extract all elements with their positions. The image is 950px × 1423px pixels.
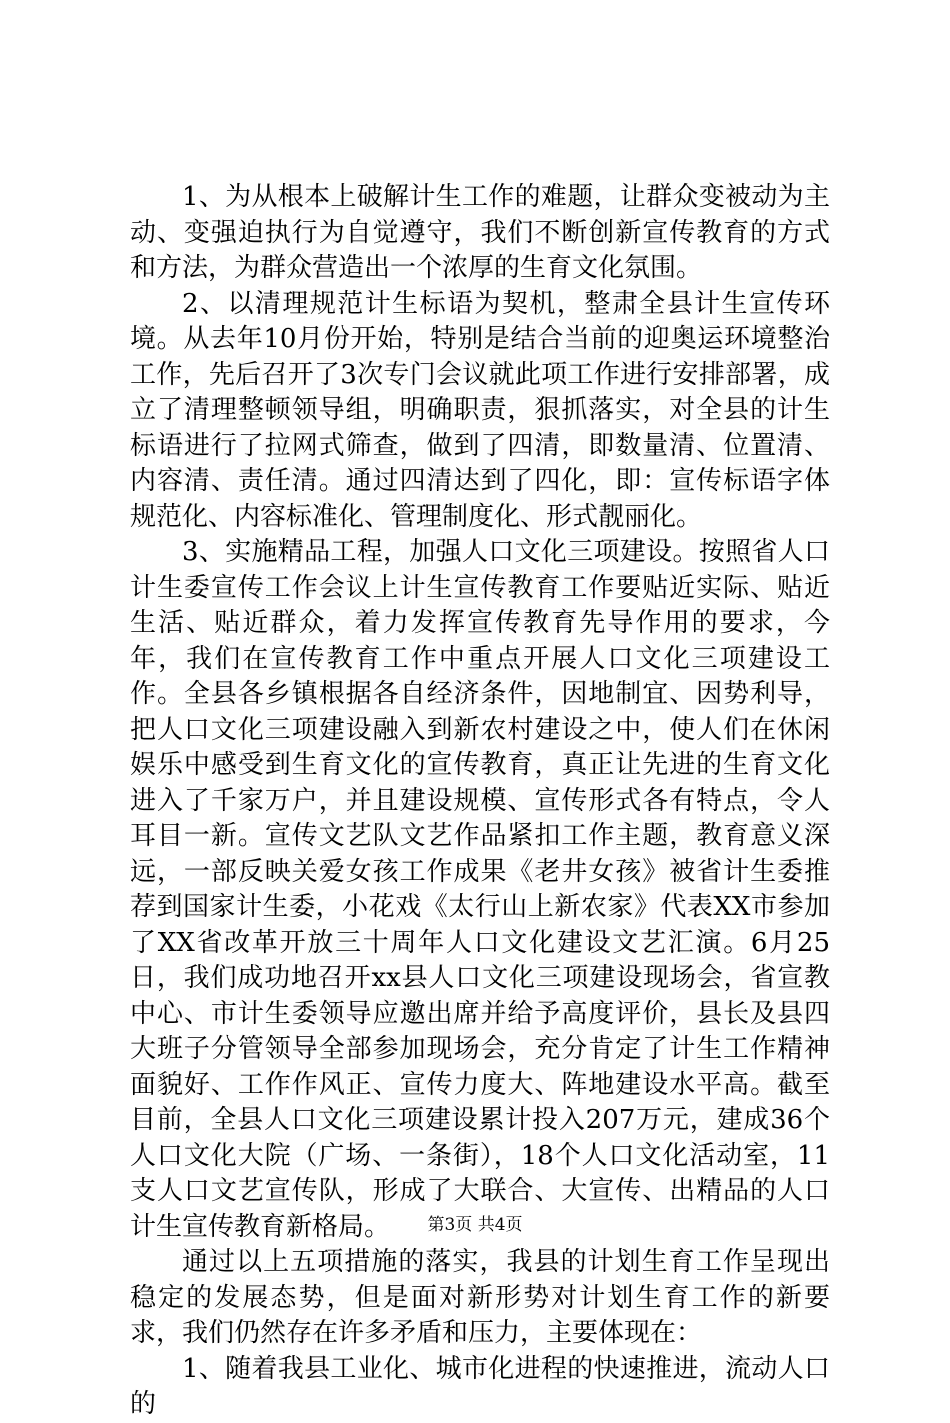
paragraph-1: 1、为从根本上破解计生工作的难题，让群众变被动为主动、变强迫执行为自觉遵守，我们不断创新宣传教育的方式和方法，为群众营造出一个浓厚的生育文化氛围。 (130, 182, 830, 283)
paragraph-2: 2、以清理规范计生标语为契机，整肃全县计生宣传环境。从去年10月份开始，特别是结合当前的迎奥运环境整治工作，先后召开了3次专门会议就此项工作进行安排部署，成立了清理整顿领导组，明确职责，狠抓落实，对全县的计生标语进行了拉网式筛查，做到了四清，即数量清、位置清、内容清、责任清。通过四清达到了四化，即：宣传标语字体规范化、内容标准化、管理制度化、形式靓丽化。 (130, 288, 830, 532)
document-body (130, 180, 830, 1423)
paragraph-3: 3、实施精品工程，加强人口文化三项建设。按照省人口计生委宣传工作会议上计生宣传教育工作要贴近实际、贴近生活、贴近群众，着力发挥宣传教育先导作用的要求，今年，我们在宣传教育工作中重点开展人口文化三项建设工作。全县各乡镇根据各自经济条件，因地制宜、因势利导，把人口文化三项建设融入到新农村建设之中，使人们在休闲娱乐中感受到生育文化的宣传教育，真正让先进的生育文化进入了千家万户，并且建设规模、宣传形式各有特点，令人耳目一新。宣传文艺队文艺作品紧扣工作主题，教育意义深远，一部反映关爱女孩工作成果《老井女孩》被省计生委推荐到国家计生委，小花戏《太行山上新农家》代表XX市参加了XX省改革开放三十周年人口文化建设文艺汇演。6月25日，我们成功地召开xx县人口文化三项建设现场会，省宣教中心、市计生委领导应邀出席并给予高度评价，县长及县四大班子分管领导全部参加现场会，充分肯定了计生工作精神面貌好、工作作风正、宣传力度大、阵地建设水平高。截至目前，全县人口文化三项建设累计投入207万元，建成36个人口文化大院（广场、一条街），18个人口文化活动室，11支人口文艺宣传队，形成了大联合、大宣传、出精品的人口计生宣传教育新格局。 (130, 537, 830, 1242)
paragraph-5: 1、随着我县工业化、城市化进程的快速推进，流动人口的 (130, 1353, 830, 1419)
paragraph-4: 通过以上五项措施的落实，我县的计划生育工作呈现出稳定的发展态势，但是面对新形势对计划生育工作的新要求，我们仍然存在许多矛盾和压力，主要体现在： (130, 1247, 830, 1348)
page-number-footer: 第3页 共4页 (427, 1215, 523, 1235)
